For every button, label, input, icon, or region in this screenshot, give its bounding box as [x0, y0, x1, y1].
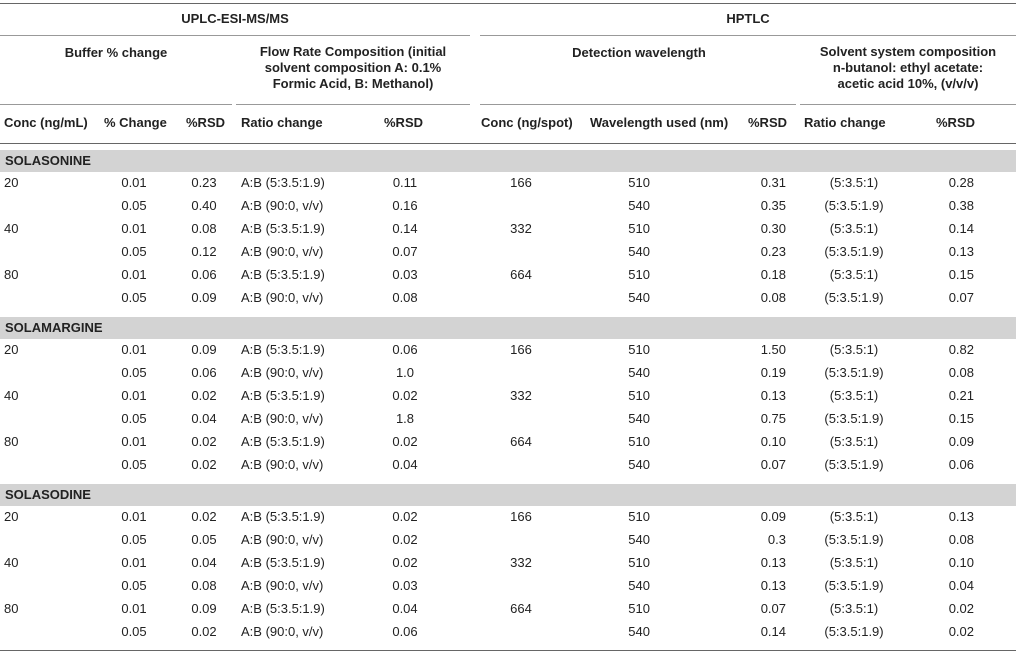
hptlc-group-rule — [480, 35, 1016, 36]
table-cell: (5:3.5:1.9) — [824, 244, 884, 259]
table-cell: (5:3.5:1) — [829, 555, 879, 570]
table-cell: 0.31 — [760, 175, 786, 190]
table-cell: (5:3.5:1.9) — [824, 624, 884, 639]
table-cell: 0.02 — [948, 624, 974, 639]
col-ratio-change-2: Ratio change — [804, 115, 886, 130]
solvent-system-header-line: acetic acid 10%, (v/v/v) — [837, 76, 979, 91]
table-cell: 0.01 — [121, 342, 147, 357]
table-cell: 0.01 — [121, 221, 147, 236]
flow-rate-header-line: Flow Rate Composition (initial — [259, 44, 447, 59]
table-cell: A:B (5:3.5:1.9) — [241, 221, 325, 236]
table-cell: 80 — [4, 601, 19, 616]
table-cell: 0.3 — [767, 532, 786, 547]
col-wavelength-used: Wavelength used (nm) — [590, 115, 729, 130]
table-cell: 0.01 — [121, 267, 147, 282]
table-cell: A:B (5:3.5:1.9) — [241, 509, 325, 524]
table-cell: (5:3.5:1.9) — [824, 532, 884, 547]
table-cell: (5:3.5:1) — [829, 175, 879, 190]
table-cell: 0.01 — [121, 601, 147, 616]
table-cell: 0.02 — [392, 434, 418, 449]
table-cell: 0.01 — [121, 175, 147, 190]
table-cell: 540 — [628, 411, 650, 426]
table-cell: 0.05 — [191, 532, 217, 547]
table-cell: A:B (90:0, v/v) — [241, 244, 324, 259]
table-cell: 0.08 — [392, 290, 418, 305]
table-cell: (5:3.5:1) — [829, 601, 879, 616]
section-label: SOLASODINE — [5, 487, 91, 502]
table-cell: 1.50 — [760, 342, 786, 357]
table-cell: 0.01 — [121, 509, 147, 524]
table-cell: 540 — [628, 365, 650, 380]
table-cell: 0.38 — [948, 198, 974, 213]
table-cell: 166 — [510, 175, 532, 190]
table-cell: 0.04 — [392, 457, 418, 472]
table-cell: 0.10 — [948, 555, 974, 570]
table-cell: 0.05 — [121, 411, 147, 426]
hptlc-group-header: HPTLC — [726, 11, 770, 26]
table-cell: 332 — [510, 221, 532, 236]
table-cell: 0.35 — [760, 198, 786, 213]
table-cell: A:B (90:0, v/v) — [241, 411, 324, 426]
table-cell: 0.40 — [191, 198, 217, 213]
table-cell: 0.05 — [121, 578, 147, 593]
table-cell: 332 — [510, 555, 532, 570]
table-cell: 0.14 — [392, 221, 418, 236]
table-cell: 0.14 — [760, 624, 786, 639]
flow-rate-header-line: Formic Acid, B: Methanol) — [272, 76, 434, 91]
table-cell: 540 — [628, 457, 650, 472]
col-rsd-4: %RSD — [936, 115, 976, 130]
table-cell: (5:3.5:1) — [829, 434, 879, 449]
table-cell: 510 — [628, 342, 650, 357]
table-cell: 40 — [4, 555, 19, 570]
table-cell: 40 — [4, 221, 19, 236]
table-cell: 0.04 — [191, 411, 217, 426]
table-cell: 0.02 — [191, 457, 217, 472]
table-cell: 510 — [628, 175, 650, 190]
table-cell: 0.02 — [392, 555, 418, 570]
table-cell: 0.07 — [392, 244, 418, 259]
table-cell: 540 — [628, 198, 650, 213]
table-cell: 0.02 — [191, 434, 217, 449]
table-cell: (5:3.5:1.9) — [824, 198, 884, 213]
table-cell: 0.05 — [121, 290, 147, 305]
table-cell: 0.05 — [121, 624, 147, 639]
table-cell: 0.05 — [121, 457, 147, 472]
table-cell: 510 — [628, 221, 650, 236]
table-cell: 0.18 — [760, 267, 786, 282]
table-cell: 0.08 — [191, 221, 217, 236]
table-cell: 0.30 — [760, 221, 786, 236]
flow-rate-header-line: solvent composition A: 0.1% — [264, 60, 442, 75]
section-header — [0, 484, 1016, 506]
table-cell: (5:3.5:1) — [829, 342, 879, 357]
table-cell: 0.02 — [191, 509, 217, 524]
table-cell: 0.07 — [948, 290, 974, 305]
table-cell: (5:3.5:1) — [829, 388, 879, 403]
top-rule — [0, 3, 1016, 4]
table-cell: 510 — [628, 434, 650, 449]
col-rsd-3: %RSD — [748, 115, 788, 130]
table-cell: 510 — [628, 267, 650, 282]
table-cell: 0.04 — [191, 555, 217, 570]
table-cell: 0.07 — [760, 601, 786, 616]
table-cell: 0.13 — [948, 509, 974, 524]
table-cell: 0.02 — [392, 532, 418, 547]
table-cell: 0.75 — [760, 411, 786, 426]
table-cell: 664 — [510, 267, 532, 282]
col-conc-ngspot: Conc (ng/spot) — [481, 115, 573, 130]
table-cell: 166 — [510, 342, 532, 357]
table-cell: 0.04 — [948, 578, 974, 593]
table-cell: 0.02 — [948, 601, 974, 616]
header-bottom-rule — [0, 143, 1016, 144]
table-cell: 20 — [4, 175, 19, 190]
table-cell: (5:3.5:1.9) — [824, 365, 884, 380]
table-cell: 510 — [628, 388, 650, 403]
table-cell: A:B (90:0, v/v) — [241, 532, 324, 547]
table-cell: 0.06 — [191, 365, 217, 380]
table-cell: 0.13 — [948, 244, 974, 259]
table-cell: 0.16 — [392, 198, 418, 213]
solvent-rule — [800, 104, 1016, 105]
table-cell: 0.09 — [191, 290, 217, 305]
table-cell: 0.12 — [191, 244, 217, 259]
table-cell: 0.03 — [392, 578, 418, 593]
col-conc-ngml: Conc (ng/mL) — [4, 115, 88, 130]
table-cell: 20 — [4, 342, 19, 357]
table-cell: 0.06 — [392, 624, 418, 639]
table-cell: A:B (90:0, v/v) — [241, 624, 324, 639]
table-cell: 80 — [4, 267, 19, 282]
table-cell: 0.05 — [121, 198, 147, 213]
section-header — [0, 317, 1016, 339]
table-cell: 0.09 — [760, 509, 786, 524]
table-cell: (5:3.5:1.9) — [824, 578, 884, 593]
table-cell: 0.09 — [948, 434, 974, 449]
table-cell: A:B (5:3.5:1.9) — [241, 601, 325, 616]
table-cell: A:B (90:0, v/v) — [241, 457, 324, 472]
table-cell: 540 — [628, 244, 650, 259]
table-cell: 166 — [510, 509, 532, 524]
table-cell: 540 — [628, 532, 650, 547]
table-cell: 540 — [628, 624, 650, 639]
table-cell: 0.05 — [121, 365, 147, 380]
flow-rule — [236, 104, 470, 105]
col-rsd-1: %RSD — [186, 115, 226, 130]
table-cell: 1.0 — [395, 365, 415, 380]
table-cell: 0.06 — [392, 342, 418, 357]
table-cell: A:B (90:0, v/v) — [241, 365, 324, 380]
table-cell: 40 — [4, 388, 19, 403]
table-cell: 0.14 — [948, 221, 974, 236]
table-cell: A:B (5:3.5:1.9) — [241, 342, 325, 357]
table-cell: 0.01 — [121, 388, 147, 403]
table-cell: (5:3.5:1.9) — [824, 411, 884, 426]
table-cell: 0.06 — [191, 267, 217, 282]
table-cell: 664 — [510, 434, 532, 449]
table-cell: 0.13 — [760, 555, 786, 570]
table-cell: A:B (90:0, v/v) — [241, 578, 324, 593]
table-cell: 0.15 — [948, 267, 974, 282]
table-cell: 0.02 — [191, 388, 217, 403]
table-cell: 20 — [4, 509, 19, 524]
table-cell: 0.01 — [121, 555, 147, 570]
table-cell: (5:3.5:1) — [829, 267, 879, 282]
table-cell: 0.23 — [191, 175, 217, 190]
table-cell: 0.08 — [191, 578, 217, 593]
table-cell: 0.13 — [760, 578, 786, 593]
table-cell: 540 — [628, 578, 650, 593]
uplc-group-header: UPLC-ESI-MS/MS — [181, 11, 289, 26]
table-cell: 0.02 — [392, 509, 418, 524]
table-cell: A:B (5:3.5:1.9) — [241, 388, 325, 403]
table-cell: 0.08 — [760, 290, 786, 305]
section-label: SOLASONINE — [5, 153, 91, 168]
table-cell: 0.19 — [760, 365, 786, 380]
table-cell: 664 — [510, 601, 532, 616]
solvent-system-header-line: Solvent system composition — [819, 44, 997, 59]
table-cell: 0.28 — [948, 175, 974, 190]
table-cell: 0.08 — [948, 532, 974, 547]
section-label: SOLAMARGINE — [5, 320, 103, 335]
table-cell: 0.06 — [948, 457, 974, 472]
table-cell: A:B (5:3.5:1.9) — [241, 267, 325, 282]
table-cell: 510 — [628, 601, 650, 616]
table-cell: (5:3.5:1) — [829, 221, 879, 236]
table-cell: 1.8 — [395, 411, 415, 426]
table-cell: 0.02 — [191, 624, 217, 639]
table-cell: A:B (5:3.5:1.9) — [241, 555, 325, 570]
table-cell: 0.23 — [760, 244, 786, 259]
table-cell: 0.10 — [760, 434, 786, 449]
buffer-rule — [0, 104, 232, 105]
flow-rate-header — [236, 44, 470, 92]
col-pct-change: % Change — [104, 115, 167, 130]
bottom-rule — [0, 650, 1016, 651]
table-cell: 0.82 — [948, 342, 974, 357]
table-cell: A:B (90:0, v/v) — [241, 290, 324, 305]
table-cell: 332 — [510, 388, 532, 403]
table-cell: 0.11 — [392, 175, 418, 190]
col-ratio-change-1: Ratio change — [241, 115, 323, 130]
table-cell: 0.01 — [121, 434, 147, 449]
table-cell: 540 — [628, 290, 650, 305]
solvent-system-header — [800, 44, 1016, 92]
table-cell: A:B (90:0, v/v) — [241, 198, 324, 213]
section-header — [0, 150, 1016, 172]
detection-wavelength-header: Detection wavelength — [572, 45, 706, 60]
table-cell: A:B (5:3.5:1.9) — [241, 434, 325, 449]
table-cell: 0.04 — [392, 601, 418, 616]
table-cell: 0.13 — [760, 388, 786, 403]
table-cell: 0.05 — [121, 244, 147, 259]
col-rsd-2: %RSD — [384, 115, 424, 130]
table-cell: 0.15 — [948, 411, 974, 426]
table-cell: 0.08 — [948, 365, 974, 380]
table-cell: 0.03 — [392, 267, 418, 282]
table-cell: 80 — [4, 434, 19, 449]
table-cell: A:B (5:3.5:1.9) — [241, 175, 325, 190]
uplc-group-rule — [0, 35, 470, 36]
table-cell: 0.02 — [392, 388, 418, 403]
table-cell: 510 — [628, 555, 650, 570]
detection-rule — [480, 104, 796, 105]
table-cell: (5:3.5:1.9) — [824, 457, 884, 472]
table-cell: 0.09 — [191, 342, 217, 357]
table-cell: 0.07 — [760, 457, 786, 472]
table-cell: 510 — [628, 509, 650, 524]
table-cell: 0.21 — [948, 388, 974, 403]
table-cell: 0.05 — [121, 532, 147, 547]
table-cell: (5:3.5:1.9) — [824, 290, 884, 305]
table-cell: (5:3.5:1) — [829, 509, 879, 524]
buffer-change-header: Buffer % change — [64, 45, 168, 60]
table-cell: 0.09 — [191, 601, 217, 616]
solvent-system-header-line: n-butanol: ethyl acetate: — [832, 60, 984, 75]
